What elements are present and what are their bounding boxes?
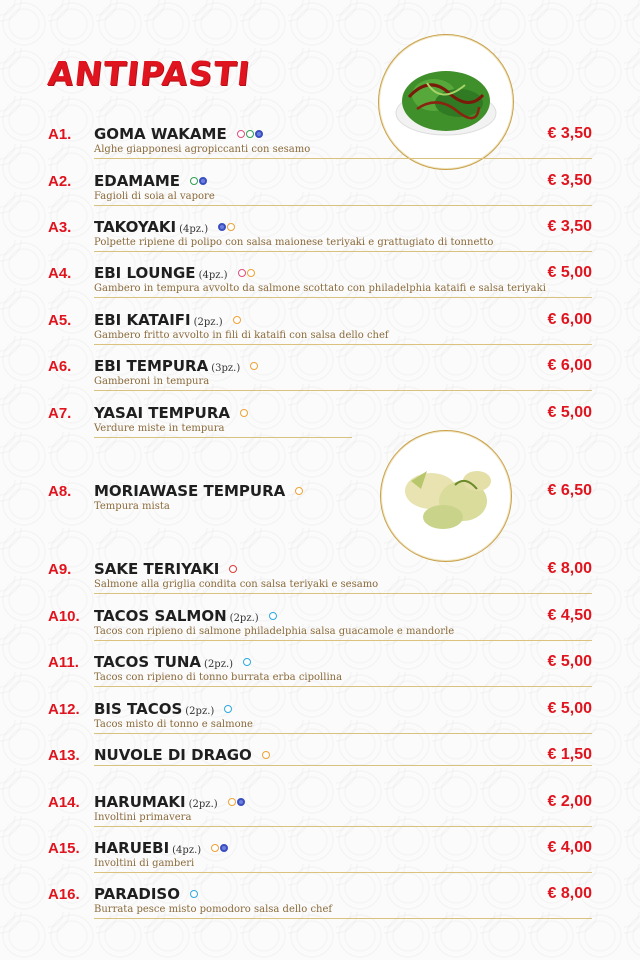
divider [94, 297, 592, 298]
item-quantity: (4pz.) [172, 845, 202, 856]
allergen-icons [237, 123, 264, 142]
gluten-icon [240, 409, 248, 417]
item-code: A5. [48, 312, 72, 329]
menu-item-a3 [48, 215, 592, 259]
item-name-line [94, 170, 208, 190]
item-name: NUVOLE DI DRAGO [94, 746, 252, 764]
menu-item-a8 [48, 479, 592, 523]
fish-icon [243, 658, 251, 666]
item-description: Gambero in tempura avvolto da salmone scottato con philadelphia kataifi e salsa teriyaki [94, 283, 546, 294]
item-name-line [94, 402, 249, 422]
sesame-icon [237, 130, 245, 138]
item-name: PARADISO [94, 885, 180, 903]
divider [94, 390, 592, 391]
item-code: A3. [48, 219, 72, 236]
item-name-line [94, 355, 259, 375]
item-name: EBI TEMPURA [94, 357, 209, 375]
divider [94, 686, 592, 687]
item-code: A7. [48, 405, 72, 422]
item-price: € 5,00 [547, 700, 592, 717]
item-name: EBI LOUNGE [94, 264, 196, 282]
item-description: Fagioli di soia al vapore [94, 191, 215, 202]
item-price: € 3,50 [547, 218, 592, 235]
item-price: € 6,00 [547, 357, 592, 374]
item-name-line [94, 480, 304, 500]
allergen-icons [218, 216, 236, 235]
item-name: GOMA WAKAME [94, 125, 227, 143]
item-code: A14. [48, 794, 80, 811]
divider [94, 872, 592, 873]
menu-item-a4 [48, 261, 592, 305]
item-description: Alghe giapponesi agropiccanti con sesamo [94, 144, 311, 155]
item-name: EBI KATAIFI [94, 311, 191, 329]
item-name-line [94, 558, 238, 578]
item-price: € 5,00 [547, 653, 592, 670]
item-description: Polpette ripiene di polipo con salsa maionese teriyaki e grattugiato di tonnetto [94, 237, 494, 248]
item-code: A9. [48, 561, 72, 578]
divider [94, 344, 592, 345]
item-name-line [94, 651, 252, 671]
item-code: A12. [48, 701, 80, 718]
divider [94, 437, 352, 438]
sesame-icon [238, 269, 246, 277]
item-quantity: (2pz.) [185, 706, 215, 717]
item-code: A10. [48, 608, 80, 625]
item-name: TAKOYAKI [94, 218, 177, 236]
menu-item-a9 [48, 557, 592, 601]
item-quantity: (2pz.) [229, 613, 259, 624]
menu-item-a13 [48, 743, 592, 787]
divider [94, 765, 592, 766]
divider [94, 205, 592, 206]
menu-item-a14 [48, 790, 592, 834]
item-description: Tacos con ripieno di salmone philadelphia salsa guacamole e mandorle [94, 626, 455, 637]
item-name: TACOS TUNA [94, 653, 202, 671]
divider [94, 733, 592, 734]
allergen-icons [250, 355, 259, 374]
divider [94, 826, 592, 827]
item-code: A4. [48, 265, 72, 282]
item-name-line [94, 698, 233, 718]
item-quantity: (2pz.) [204, 659, 234, 670]
frozen-icon [255, 130, 263, 138]
item-code: A2. [48, 173, 72, 190]
fish-icon [190, 890, 198, 898]
allergen-icons [228, 791, 246, 810]
item-name: MORIAWASE TEMPURA [94, 482, 286, 500]
menu-item-a7 [48, 401, 592, 445]
item-name: HARUMAKI [94, 793, 186, 811]
item-price: € 4,50 [547, 607, 592, 624]
item-description: Salmone alla griglia condita con salsa teriyaki e sesamo [94, 579, 379, 590]
item-name-line [94, 309, 242, 329]
allergen-icons [295, 480, 304, 499]
gluten-icon [262, 751, 270, 759]
gluten-icon [250, 362, 258, 370]
gluten-icon [233, 316, 241, 324]
item-price: € 5,00 [547, 264, 592, 281]
gluten-icon [227, 223, 235, 231]
menu-item-a10 [48, 604, 592, 648]
fish-icon [224, 705, 232, 713]
item-name: TACOS SALMON [94, 607, 227, 625]
item-code: A8. [48, 483, 72, 500]
item-description: Gambero fritto avvolto in fili di kataifi con salsa dello chef [94, 330, 389, 341]
menu-item-a15 [48, 836, 592, 880]
allergen-icons [240, 402, 249, 421]
allergen-icons [238, 262, 256, 281]
item-price: € 3,50 [547, 172, 592, 189]
item-name-line [94, 744, 271, 764]
item-code: A13. [48, 747, 80, 764]
frozen-icon [220, 844, 228, 852]
gluten-icon [211, 844, 219, 852]
page-title: ANTIPASTI [45, 54, 253, 93]
fish-icon [269, 612, 277, 620]
item-description: Tempura mista [94, 501, 170, 512]
allergen-icons [262, 744, 271, 763]
divider [94, 158, 592, 159]
item-quantity: (3pz.) [211, 363, 241, 374]
item-name: SAKE TERIYAKI [94, 560, 220, 578]
item-description: Involtini primavera [94, 812, 192, 823]
spicy-icon [229, 565, 237, 573]
item-description: Burrata pesce misto pomodoro salsa dello chef [94, 904, 333, 915]
menu-item-a2 [48, 169, 592, 213]
vegan-icon [190, 177, 198, 185]
vegan-icon [246, 130, 254, 138]
divider [94, 640, 592, 641]
allergen-icons [233, 309, 242, 328]
menu-item-a11 [48, 650, 592, 694]
menu-item-a16 [48, 882, 592, 926]
item-price: € 4,00 [547, 839, 592, 856]
item-name: HARUEBI [94, 839, 170, 857]
item-code: A6. [48, 358, 72, 375]
menu-item-a1 [48, 122, 592, 166]
item-quantity: (2pz.) [188, 799, 218, 810]
item-description: Involtini di gamberi [94, 858, 195, 869]
frozen-icon [218, 223, 226, 231]
item-quantity: (4pz.) [179, 224, 209, 235]
item-name-line [94, 123, 264, 143]
gluten-icon [295, 487, 303, 495]
item-name-line [94, 216, 236, 236]
allergen-icons [243, 651, 252, 670]
divider [94, 918, 592, 919]
item-quantity: (4pz.) [198, 270, 228, 281]
item-name-line [94, 791, 246, 811]
menu-item-a5 [48, 308, 592, 352]
allergen-icons [224, 698, 233, 717]
menu-item-a12 [48, 697, 592, 741]
item-price: € 6,00 [547, 311, 592, 328]
allergen-icons [229, 558, 238, 577]
item-description: Tacos con ripieno di tonno burrata erba cipollina [94, 672, 343, 683]
allergen-icons [269, 605, 278, 624]
item-quantity: (2pz.) [193, 317, 223, 328]
item-code: A11. [48, 654, 79, 671]
frozen-icon [199, 177, 207, 185]
item-code: A15. [48, 840, 80, 857]
menu-item-a6 [48, 354, 592, 398]
item-name: BIS TACOS [94, 700, 183, 718]
divider [94, 593, 592, 594]
item-price: € 5,00 [547, 404, 592, 421]
item-name-line [94, 605, 278, 625]
allergen-icons [211, 837, 229, 856]
frozen-icon [237, 798, 245, 806]
item-name-line [94, 262, 256, 282]
item-price: € 6,50 [547, 482, 592, 499]
item-price: € 8,00 [547, 885, 592, 902]
allergen-icons [190, 170, 208, 189]
gluten-icon [228, 798, 236, 806]
item-name: YASAI TEMPURA [94, 404, 230, 422]
item-description: Gamberoni in tempura [94, 376, 210, 387]
item-price: € 8,00 [547, 560, 592, 577]
divider [94, 251, 592, 252]
item-description: Tacos misto di tonno e salmone [94, 719, 253, 730]
item-price: € 1,50 [547, 746, 592, 763]
item-code: A1. [48, 126, 72, 143]
item-description: Verdure miste in tempura [94, 423, 225, 434]
item-name-line [94, 837, 229, 857]
item-name: EDAMAME [94, 172, 181, 190]
gluten-icon [247, 269, 255, 277]
item-price: € 2,00 [547, 793, 592, 810]
item-price: € 3,50 [547, 125, 592, 142]
item-name-line [94, 883, 199, 903]
allergen-icons [190, 883, 199, 902]
item-code: A16. [48, 886, 80, 903]
